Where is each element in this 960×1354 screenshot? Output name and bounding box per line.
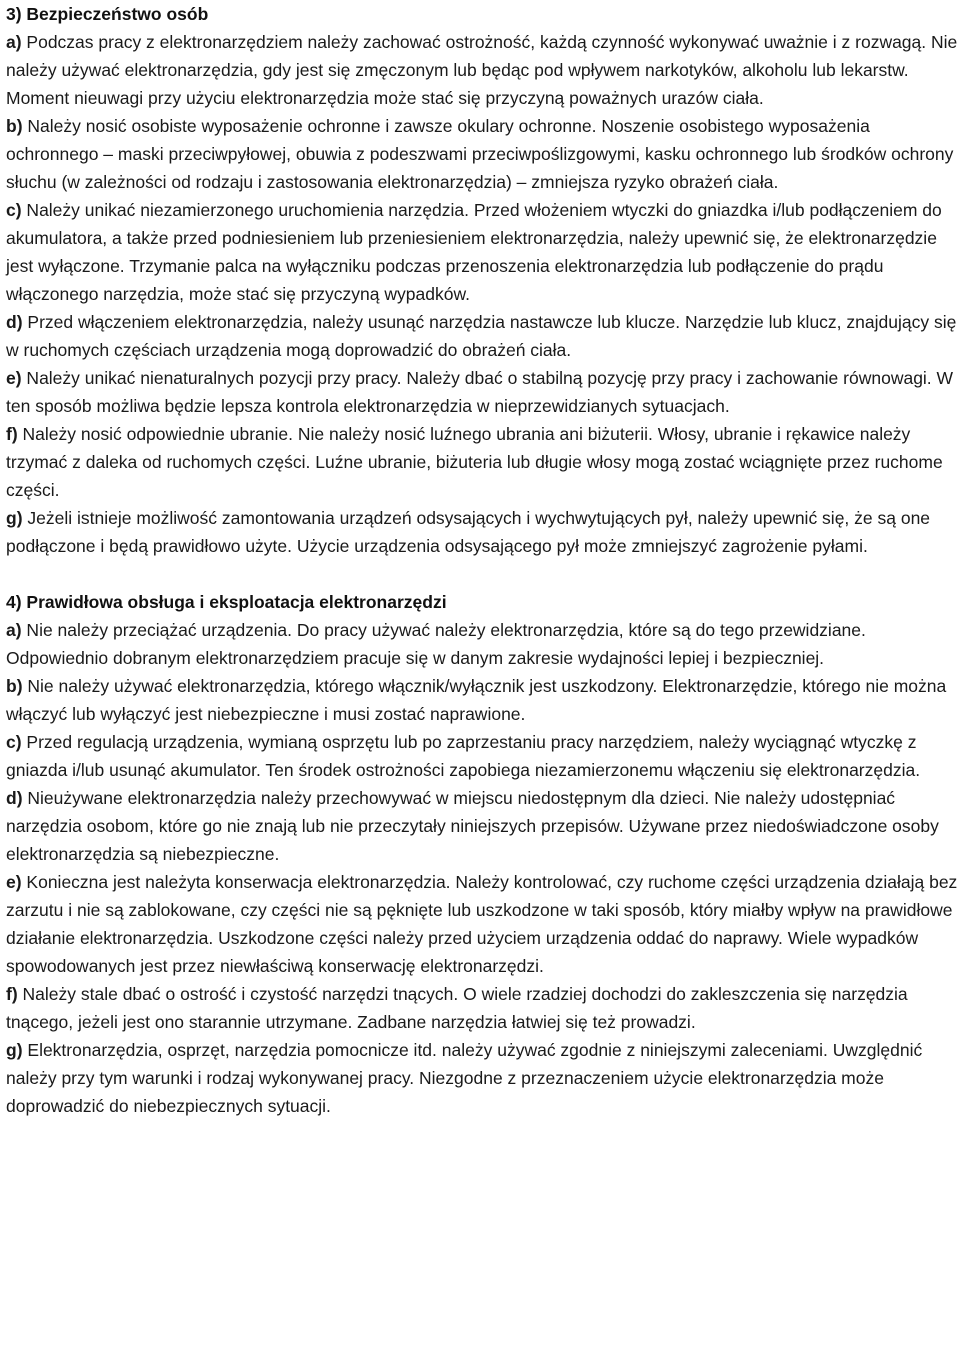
- item-label: g): [6, 1040, 23, 1060]
- section-4-item-f: [6, 980, 958, 1036]
- item-text: Konieczna jest należyta konserwacja elektronarzędzia. Należy kontrolować, czy ruchome części urządzenia działają bez zarzutu i nie są zablokowane, czy części nie są pęknięte lub uszkodzone w taki sposób, który miałby wpływ na prawidłowe działanie elektronarzędzia. Uszkodzone części należy przed użyciem urządzenia oddać do naprawy. Wiele wypadków spowodowanych jest przez niewłaściwą konserwację elektronarzędzi.: [6, 872, 958, 976]
- section-4-item-b: [6, 672, 958, 728]
- item-text: Należy unikać nienaturalnych pozycji przy pracy. Należy dbać o stabilną pozycję przy pracy i zachowanie równowagi. W ten sposób możliwa będzie lepsza kontrola elektronarzędzia w nieprzewidzianych sytuacjach.: [6, 368, 954, 416]
- section-3-item-e: [6, 364, 958, 420]
- item-label: b): [6, 676, 23, 696]
- item-text: Nieużywane elektronarzędzia należy przechowywać w miejscu niedostępnym dla dzieci. Nie należy udostępniać narzędzia osobom, które go nie znają lub nie przeczytały niniejszych przepisów. Używane przez niedoświadczone osoby elektronarzędzia są niebezpieczne.: [6, 788, 939, 864]
- section-3-item-c: [6, 196, 958, 308]
- item-text: Przed regulacją urządzenia, wymianą osprzętu lub po zaprzestaniu pracy narzędziem, należy wyciągnąć wtyczkę z gniazda i/lub usunąć akumulator. Ten środek ostrożności zapobiega niezamierzonemu włączeniu się elektronarzędzia.: [6, 732, 921, 780]
- item-label: c): [6, 732, 22, 752]
- item-label: e): [6, 368, 22, 388]
- section-4-item-d: [6, 784, 958, 868]
- item-text: Nie należy używać elektronarzędzia, którego włącznik/wyłącznik jest uszkodzony. Elektronarzędzie, którego nie można włączyć lub wyłączyć jest niebezpieczne i musi zostać naprawione.: [6, 676, 947, 724]
- item-label: f): [6, 984, 18, 1004]
- item-text: Przed włączeniem elektronarzędzia, należy usunąć narzędzia nastawcze lub klucze. Narzędzie lub klucz, znajdujący się w ruchomych częściach urządzenia mogą doprowadzić do obrażeń ciała.: [6, 312, 957, 360]
- item-label: g): [6, 508, 23, 528]
- item-text: Należy nosić osobiste wyposażenie ochronne i zawsze okulary ochronne. Noszenie osobistego wyposażenia ochronnego – maski przeciwpyłowej, obuwia z podeszwami przeciwpoślizgowymi, kasku ochronnego lub środków ochrony słuchu (w zależności od rodzaju i zastosowania elektronarzędzia) – zmniejsza ryzyko obrażeń ciała.: [6, 116, 954, 192]
- section-spacer: [6, 560, 958, 588]
- item-label: c): [6, 200, 22, 220]
- section-4-item-c: [6, 728, 958, 784]
- section-3-item-f: [6, 420, 958, 504]
- item-label: d): [6, 312, 23, 332]
- section-4-heading: 4) Prawidłowa obsługa i eksploatacja elektronarzędzi: [6, 592, 447, 612]
- section-3-item-g: [6, 504, 958, 560]
- item-text: Należy unikać niezamierzonego uruchomienia narzędzia. Przed włożeniem wtyczki do gniazdka i/lub podłączeniem do akumulatora, a także przed podniesieniem lub przeniesieniem elektronarzędzia, należy upewnić się, że elektronarzędzie jest wyłączone. Trzymanie palca na wyłączniku podczas przenoszenia elektronarzędzia lub podłączenie do prądu włączonego narzędzia, może stać się przyczyną wypadków.: [6, 200, 942, 304]
- document-page: [6, 0, 958, 1120]
- section-3-item-d: [6, 308, 958, 364]
- item-text: Jeżeli istnieje możliwość zamontowania urządzeń odsysających i wychwytujących pył, należy upewnić się, że są one podłączone i będą prawidłowo użyte. Użycie urządzenia odsysającego pył może zmniejszyć zagrożenie pyłami.: [6, 508, 931, 556]
- item-text: Podczas pracy z elektronarzędziem należy zachować ostrożność, każdą czynność wykonywać uważnie i z rozwagą. Nie należy używać elektronarzędzia, gdy jest się zmęczonym lub będąc pod wpływem narkotyków, alkoholu lub lekarstw. Moment nieuwagi przy użyciu elektronarzędzia może stać się przyczyną poważnych urazów ciała.: [6, 32, 958, 108]
- section-4-item-a: [6, 616, 958, 672]
- item-label: a): [6, 620, 22, 640]
- item-label: b): [6, 116, 23, 136]
- item-text: Należy nosić odpowiednie ubranie. Nie należy nosić luźnego ubrania ani biżuterii. Włosy, ubranie i rękawice należy trzymać z daleka od ruchomych części. Luźne ubranie, biżuteria lub długie włosy mogą zostać wciągnięte przez ruchome części.: [6, 424, 943, 500]
- item-text: Elektronarzędzia, osprzęt, narzędzia pomocnicze itd. należy używać zgodnie z niniejszymi zaleceniami. Uwzględnić należy przy tym warunki i rodzaj wykonywanej pracy. Niezgodne z przeznaczeniem użycie elektronarzędzia może doprowadzić do niebezpiecznych sytuacji.: [6, 1040, 923, 1116]
- section-3-heading: 3) Bezpieczeństwo osób: [6, 4, 209, 24]
- section-4-item-g: [6, 1036, 958, 1120]
- item-label: f): [6, 424, 18, 444]
- section-4-item-e: [6, 868, 958, 980]
- section-3-item-a: [6, 28, 958, 112]
- section-3-item-b: [6, 112, 958, 196]
- item-text: Należy stale dbać o ostrość i czystość narzędzi tnących. O wiele rzadziej dochodzi do zakleszczenia się narzędzia tnącego, jeżeli jest ono starannie utrzymane. Zadbane narzędzia łatwiej się też prowadzi.: [6, 984, 908, 1032]
- item-label: d): [6, 788, 23, 808]
- item-text: Nie należy przeciążać urządzenia. Do pracy używać należy elektronarzędzia, które są do tego przewidziane. Odpowiednio dobranym elektronarzędziem pracuje się w danym zakresie wydajności lepiej i bezpieczniej.: [6, 620, 866, 668]
- item-label: e): [6, 872, 22, 892]
- item-label: a): [6, 32, 22, 52]
